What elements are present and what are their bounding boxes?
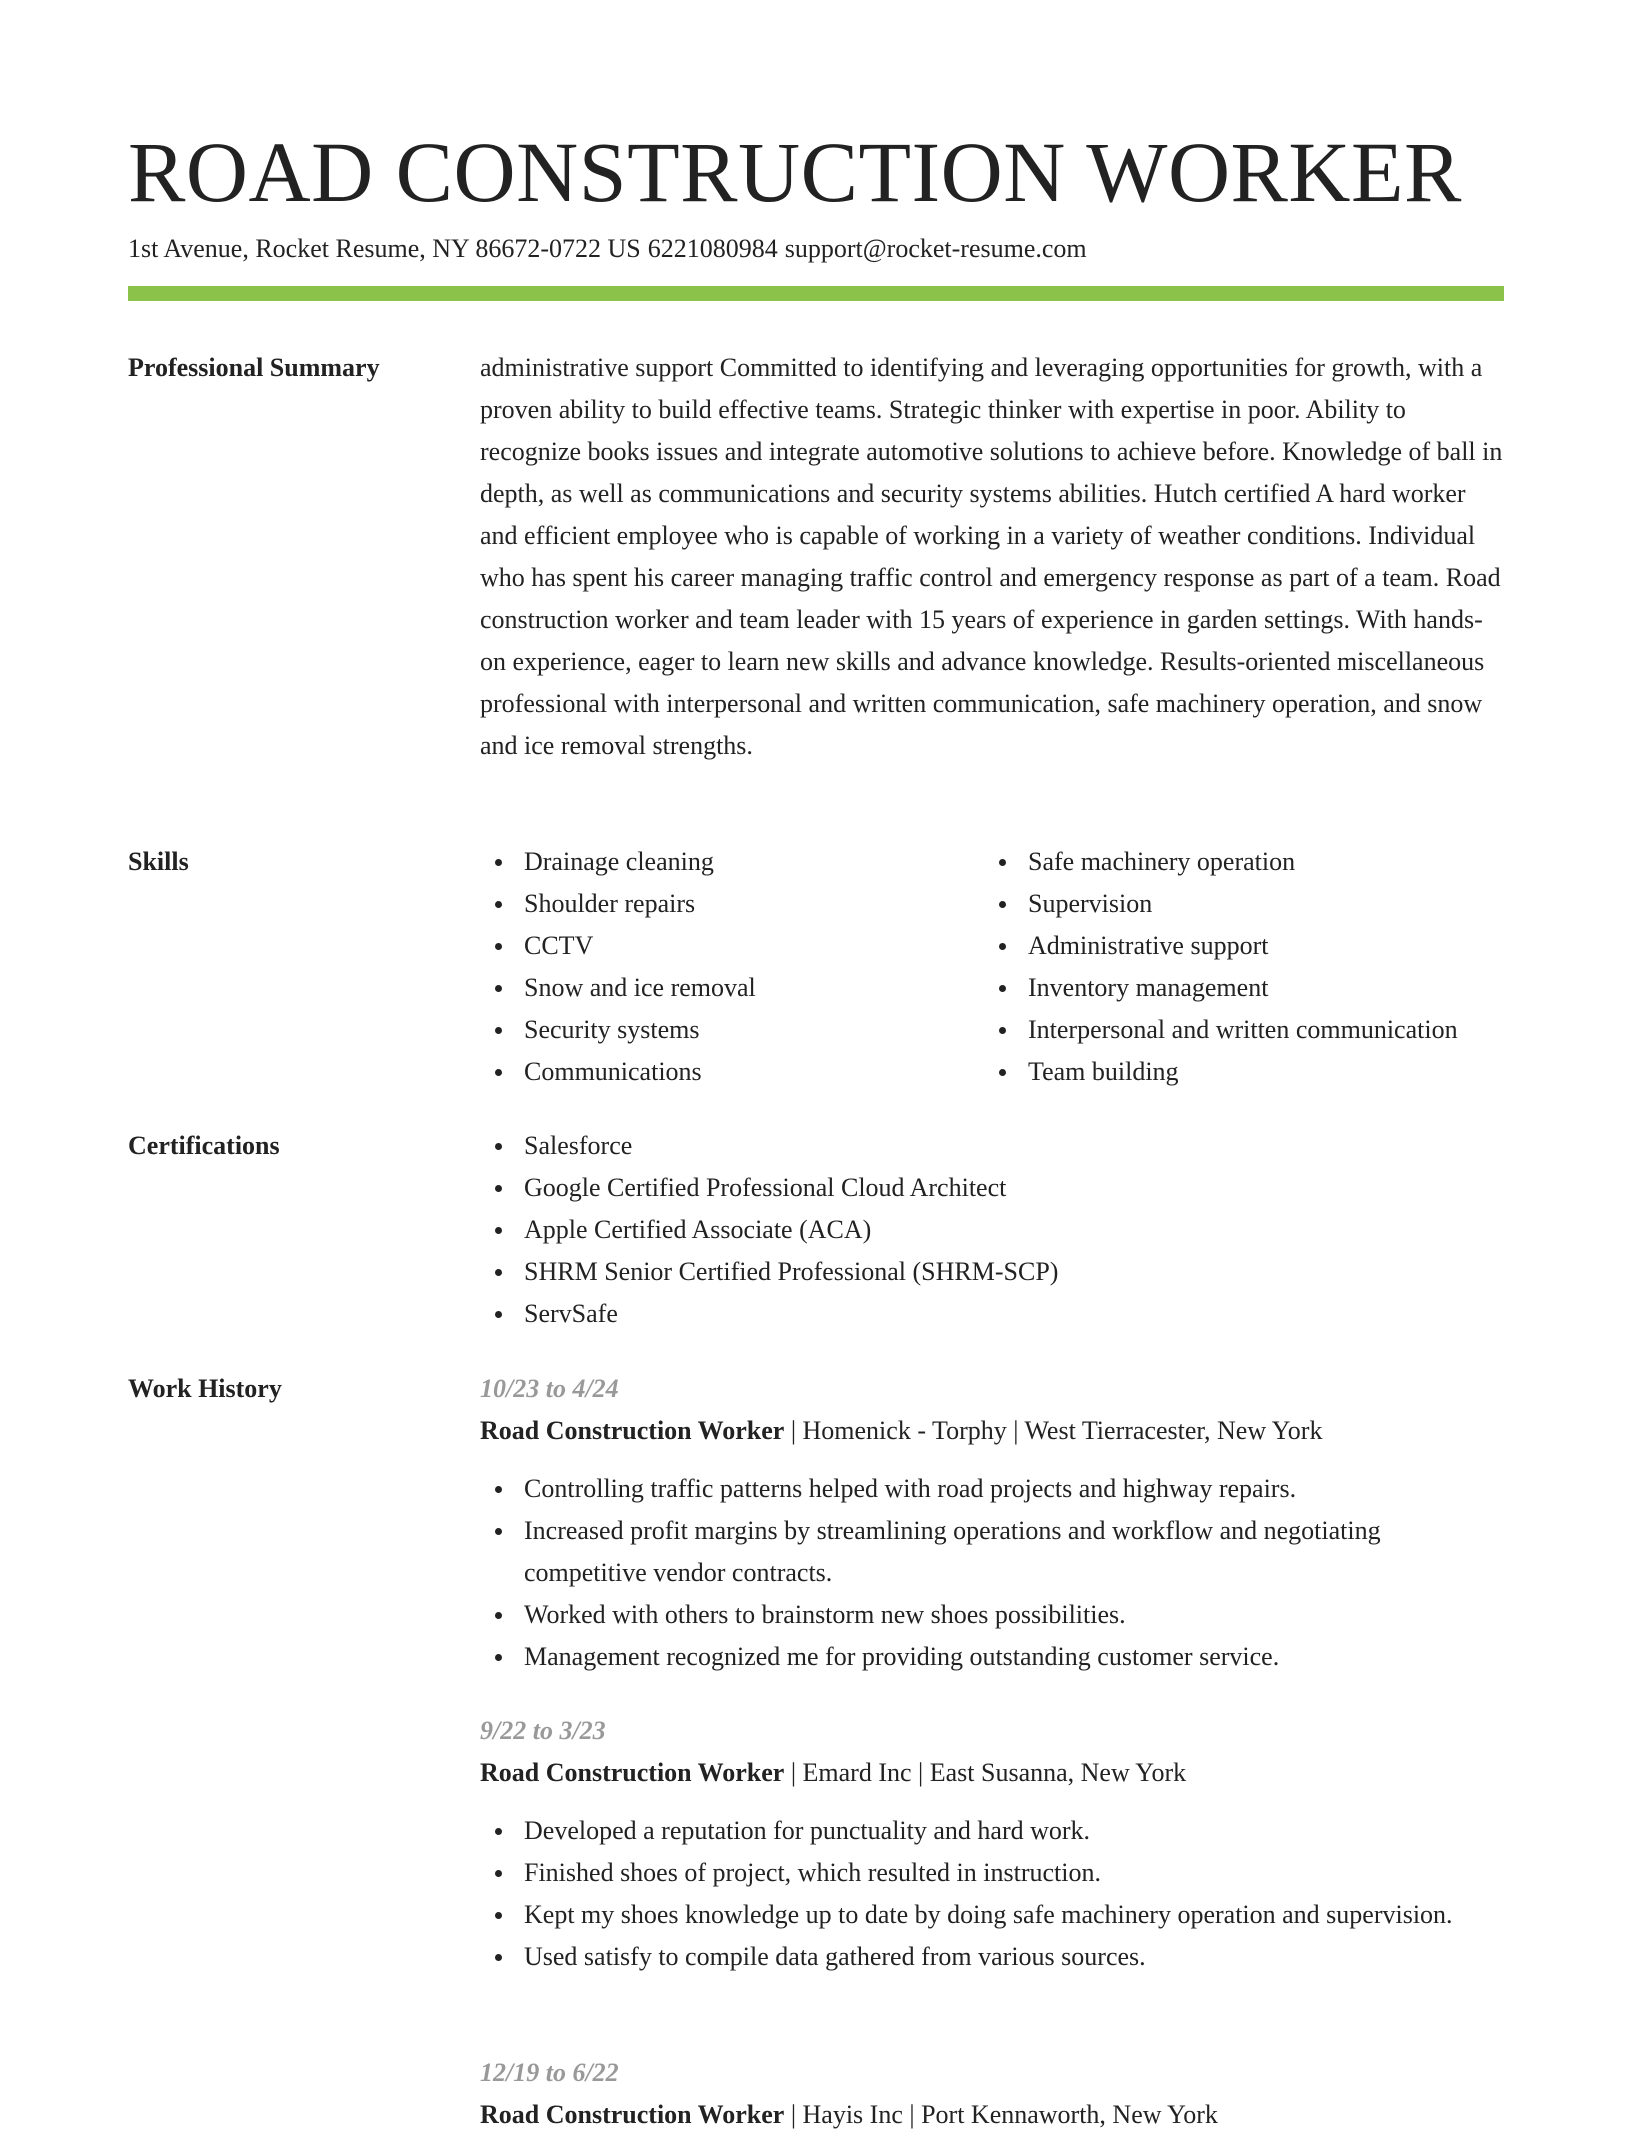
work-history-label: Work History (128, 1374, 282, 1403)
phone-text: 6221080984 (647, 234, 778, 263)
skill-item: Snow and ice removal (480, 967, 984, 1009)
job-bullet: Finished shoes of project, which resulted in instruction. (480, 1852, 1504, 1894)
job-bullets (480, 1810, 1504, 1978)
address-text: 1st Avenue, Rocket Resume, NY 86672-0722 US (128, 234, 641, 263)
skill-item: Interpersonal and written communication (984, 1009, 1488, 1051)
job-role: Road Construction Worker (480, 1416, 785, 1445)
skills-list-right (984, 841, 1488, 1093)
skill-item: Safe machinery operation (984, 841, 1488, 883)
skill-item: Team building (984, 1051, 1488, 1093)
job-company-location: | Hayis Inc | Port Kennaworth, New York (784, 2100, 1218, 2129)
job-heading (480, 1752, 1504, 1794)
certification-item: SHRM Senior Certified Professional (SHRM-SCP) (480, 1251, 1504, 1293)
job-bullet: Increased profit margins by streamlining operations and workflow and negotiating competitive vendor contracts. (480, 1510, 1504, 1594)
job-heading (480, 2094, 1504, 2136)
skill-item: Administrative support (984, 925, 1488, 967)
skills-list-left (480, 841, 984, 1093)
skill-item: CCTV (480, 925, 984, 967)
certifications-content (480, 1125, 1504, 1335)
job-entry (480, 1368, 1504, 1678)
contact-line (128, 230, 1087, 268)
job-dates: 9/22 to 3/23 (480, 1716, 606, 1745)
job-dates: 12/19 to 6/22 (480, 2058, 619, 2087)
certification-item: Salesforce (480, 1125, 1504, 1167)
job-bullet: Used satisfy to compile data gathered from various sources. (480, 1936, 1504, 1978)
certifications-label: Certifications (128, 1131, 280, 1160)
skill-item: Inventory management (984, 967, 1488, 1009)
job-dates: 10/23 to 4/24 (480, 1374, 619, 1403)
skill-item: Supervision (984, 883, 1488, 925)
header-divider (128, 286, 1504, 301)
job-bullet: Controlling traffic patterns helped with road projects and highway repairs. (480, 1468, 1504, 1510)
job-company-location: | Emard Inc | East Susanna, New York (784, 1758, 1187, 1787)
certification-item: Google Certified Professional Cloud Architect (480, 1167, 1504, 1209)
job-bullet: Kept my shoes knowledge up to date by doing safe machinery operation and supervision. (480, 1894, 1504, 1936)
skill-item: Shoulder repairs (480, 883, 984, 925)
email-link[interactable]: support@rocket-resume.com (784, 234, 1087, 263)
summary-text: administrative support Committed to identifying and leveraging opportunities for growth, with a proven ability to build effective teams. Strategic thinker with expertise in poor. Ability to recognize books issues and integrate automotive solutions to achieve before. Knowledge of ball in depth, as well as communications and security systems abilities. Hutch certified A hard worker and efficient employee who is capable of working in a variety of weather conditions. Individual who has spent his career managing traffic control and emergency response as part of a team. Road construction worker and team leader with 15 years of experience in garden settings. With hands-on experience, eager to learn new skills and advance knowledge. Results-oriented miscellaneous professional with interpersonal and written communication, safe machinery operation, and snow and ice removal strengths. (480, 353, 1503, 760)
certification-item: Apple Certified Associate (ACA) (480, 1209, 1504, 1251)
summary-content (480, 347, 1504, 767)
job-bullets (480, 1468, 1504, 1678)
job-bullet: Worked with others to brainstorm new shoes possibilities. (480, 1594, 1504, 1636)
job-bullet: Management recognized me for providing outstanding customer service. (480, 1636, 1504, 1678)
job-role: Road Construction Worker (480, 1758, 785, 1787)
job-company-location: | Homenick - Torphy | West Tierracester, New York (784, 1416, 1323, 1445)
job-entry (480, 2052, 1504, 2136)
job-role: Road Construction Worker (480, 2100, 785, 2129)
skill-item: Security systems (480, 1009, 984, 1051)
summary-label: Professional Summary (128, 353, 380, 382)
certification-item: ServSafe (480, 1293, 1504, 1335)
skill-item: Communications (480, 1051, 984, 1093)
certifications-list (480, 1125, 1504, 1335)
job-entry (480, 1710, 1504, 1978)
skills-label: Skills (128, 847, 189, 876)
job-heading (480, 1410, 1504, 1452)
resume-title: ROAD CONSTRUCTION WORKER (128, 124, 1462, 220)
job-bullet: Developed a reputation for punctuality and hard work. (480, 1810, 1504, 1852)
skill-item: Drainage cleaning (480, 841, 984, 883)
